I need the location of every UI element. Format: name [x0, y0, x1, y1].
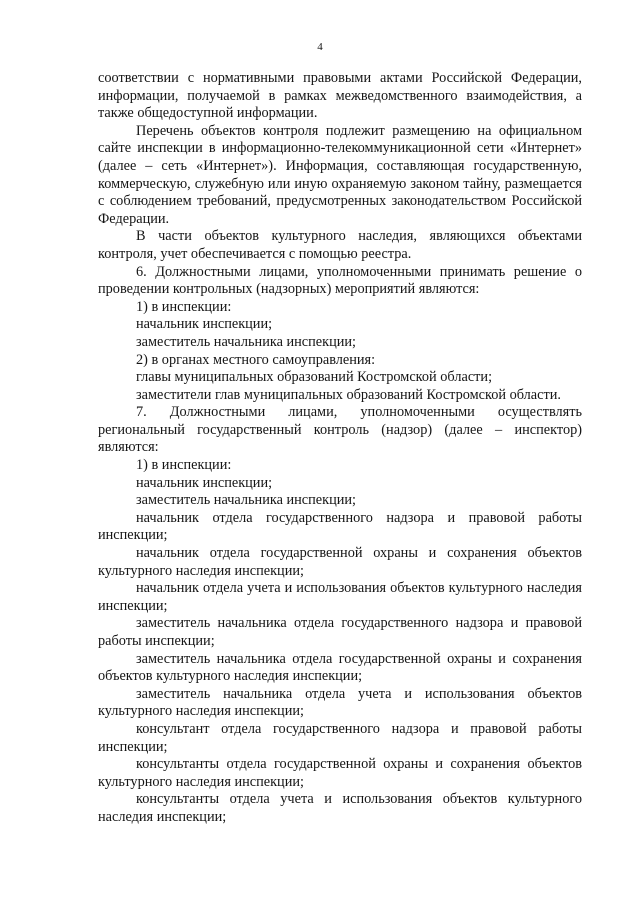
list-item: заместители глав муниципальных образований Костромской области.	[136, 386, 561, 403]
paragraph-section-6: 6. Должностными лицами, уполномоченными принимать решение о проведении контрольных (надзорных) мероприятий являются:	[98, 263, 582, 298]
paragraph-continuation: соответствии с нормативными правовыми актами Российской Федерации, информации, получаемой в рамках межведомственного взаимодействия, а также общедоступной информации.	[98, 70, 582, 122]
list-item: начальник инспекции;	[136, 316, 273, 333]
paragraph-cultural-heritage-registry: В части объектов культурного наследия, являющихся объектами контроля, учет обеспечивается с помощью реестра.	[98, 228, 582, 262]
list-item: заместитель начальника отдела государственного надзора и правовой работы инспекции;	[98, 615, 582, 649]
list-item: заместитель начальника отдела учета и использования объектов культурного наследия инспекции;	[98, 685, 582, 720]
paragraph-section-7: 7. Должностными лицами, уполномоченными осуществлять региональный государственный контроль (надзор) (далее – инспектор) являются:	[98, 404, 582, 456]
list-item: начальник отдела учета и использования объектов культурного наследия инспекции;	[98, 580, 582, 614]
list-item: консультант отдела государственного надзора и правовой работы инспекции;	[98, 720, 582, 755]
list-item: начальник отдела государственного надзора и правовой работы инспекции;	[98, 509, 582, 544]
list-item: консультанты отдела государственной охраны и сохранения объектов культурного наследия инспекции;	[98, 756, 582, 790]
list-item: 1) в инспекции:	[136, 457, 232, 474]
list-item: 1) в инспекции:	[136, 298, 232, 315]
list-item: главы муниципальных образований Костромской области;	[136, 369, 493, 386]
paragraph-control-objects-list: Перечень объектов контроля подлежит размещению на официальном сайте инспекции в информационно-телекоммуникационной сети «Интернет» (далее – сеть «Интернет»). Информация, составляющая государственную, коммерческую, служебную или иную охраняемую законом тайну, размещается с соблюдением требований, предусмотренных законодательством Российской Федерации.	[98, 122, 582, 227]
list-item: начальник инспекции;	[136, 474, 273, 491]
list-item: заместитель начальника инспекции;	[136, 333, 357, 350]
list-item: начальник отдела государственной охраны и сохранения объектов культурного наследия инспекции;	[98, 545, 582, 579]
list-item: заместитель начальника отдела государственной охраны и сохранения объектов культурного наследия инспекции;	[98, 650, 582, 685]
list-item: 2) в органах местного самоуправления:	[136, 351, 376, 368]
document-body	[98, 70, 582, 827]
list-item: заместитель начальника инспекции;	[136, 492, 357, 509]
page-number: 4	[317, 41, 323, 53]
list-item: консультанты отдела учета и использования объектов культурного наследия инспекции;	[98, 791, 582, 825]
